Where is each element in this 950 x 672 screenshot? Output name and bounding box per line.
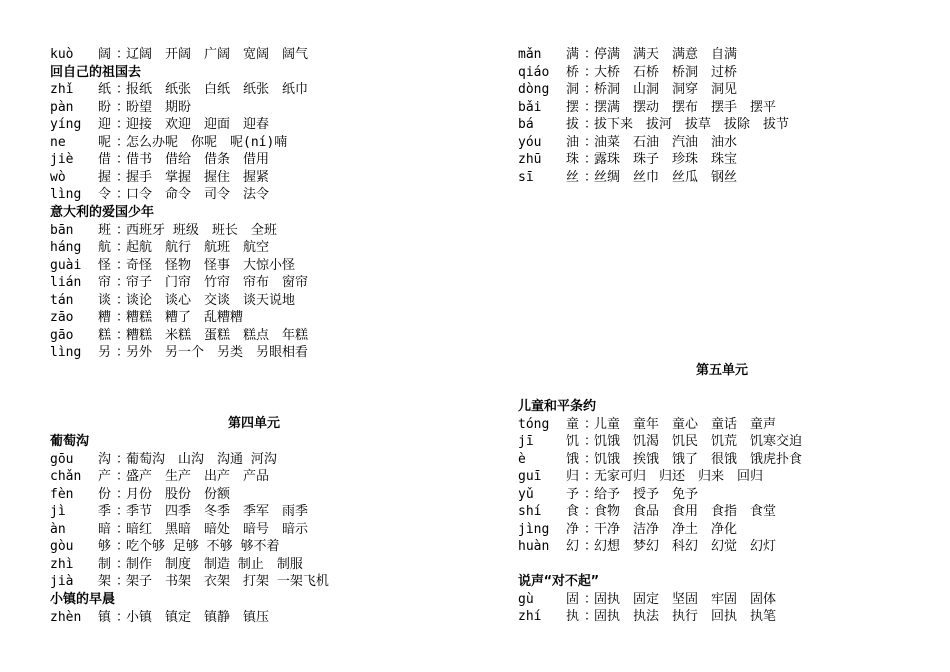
character: 糕 bbox=[98, 327, 112, 343]
vocab-row bbox=[518, 416, 776, 433]
character: 阔 bbox=[98, 47, 112, 62]
character: 归 bbox=[566, 469, 580, 485]
pinyin: guài bbox=[50, 257, 82, 273]
colon-separator: ： bbox=[116, 574, 130, 590]
vocab-row bbox=[518, 169, 737, 186]
word-list: 谈论 谈心 交谈 谈天说地 bbox=[126, 292, 296, 308]
colon-separator: ： bbox=[116, 187, 130, 203]
pinyin: yǔ bbox=[518, 486, 534, 502]
colon-separator: ： bbox=[584, 416, 598, 432]
vocab-row bbox=[50, 169, 269, 186]
character: 饿 bbox=[566, 451, 580, 467]
pinyin: dòng bbox=[518, 82, 550, 98]
vocab-row bbox=[50, 486, 230, 503]
character: 拔 bbox=[566, 117, 580, 133]
pinyin: pàn bbox=[50, 99, 74, 115]
colon-separator: ： bbox=[116, 257, 130, 273]
colon-separator: ： bbox=[116, 134, 130, 150]
pinyin: zhì bbox=[50, 556, 74, 572]
word-list: 盛产 生产 出产 产品 bbox=[126, 469, 270, 485]
vocab-row bbox=[50, 344, 308, 361]
word-list: 起航 航行 航班 航空 bbox=[126, 240, 270, 256]
colon-separator: ： bbox=[584, 64, 598, 80]
word-list: 怎么办呢 你呢 呢(ní)喃 bbox=[126, 134, 288, 150]
pinyin: bá bbox=[518, 117, 534, 133]
word-list: 季节 四季 冬季 季军 雨季 bbox=[126, 504, 309, 520]
vocab-row bbox=[518, 486, 698, 503]
vocab-row bbox=[50, 239, 269, 256]
vocab-row bbox=[50, 538, 279, 555]
pinyin: kuò bbox=[50, 47, 74, 62]
colon-separator: ： bbox=[116, 47, 130, 62]
vocab-row bbox=[518, 451, 802, 468]
colon-separator: ： bbox=[584, 539, 598, 555]
word-list: 油菜 石油 汽油 油水 bbox=[594, 134, 738, 150]
colon-separator: ： bbox=[584, 451, 598, 467]
word-list: 食物 食品 食用 食指 食堂 bbox=[594, 504, 777, 520]
pinyin: yóu bbox=[518, 134, 542, 150]
vocab-row bbox=[518, 591, 776, 608]
character: 握 bbox=[98, 169, 112, 185]
pinyin: è bbox=[518, 451, 526, 467]
vocab-row bbox=[50, 521, 308, 538]
colon-separator: ： bbox=[584, 117, 598, 133]
word-list: 葡萄沟 山沟 沟通 河沟 bbox=[126, 451, 277, 467]
character: 食 bbox=[566, 504, 580, 520]
word-list: 丝绸 丝巾 丝瓜 钢丝 bbox=[594, 169, 738, 185]
pinyin: zāo bbox=[50, 310, 74, 326]
character: 固 bbox=[566, 591, 580, 607]
word-list: 饥饿 饥渴 饥民 饥荒 饥寒交迫 bbox=[594, 434, 803, 450]
word-list: 暗红 黑暗 暗处 暗号 暗示 bbox=[126, 521, 309, 537]
vocab-row bbox=[50, 609, 269, 626]
vocab-row bbox=[50, 134, 287, 151]
character: 幻 bbox=[566, 539, 580, 555]
pinyin: gāo bbox=[50, 327, 74, 343]
vocab-row bbox=[518, 521, 737, 538]
colon-separator: ： bbox=[116, 327, 130, 343]
colon-separator: ： bbox=[584, 82, 598, 98]
pinyin: jì bbox=[50, 504, 66, 520]
colon-separator: ： bbox=[584, 469, 598, 485]
pinyin: jià bbox=[50, 574, 74, 590]
word-list: 制作 制度 制造 制止 制服 bbox=[126, 556, 303, 572]
colon-separator: ： bbox=[116, 451, 130, 467]
vocab-row bbox=[518, 503, 776, 520]
colon-separator: ： bbox=[584, 169, 598, 185]
colon-separator: ： bbox=[116, 504, 130, 520]
unit-title: 第五单元 bbox=[696, 363, 749, 378]
word-list: 迎接 欢迎 迎面 迎春 bbox=[126, 117, 270, 133]
pinyin: tán bbox=[50, 292, 74, 308]
vocab-row bbox=[518, 81, 737, 98]
word-list: 架子 书架 衣架 打架 一架飞机 bbox=[126, 574, 329, 590]
word-list: 借书 借给 借条 借用 bbox=[126, 152, 270, 168]
pinyin: lìng bbox=[50, 187, 82, 203]
vocab-row bbox=[50, 503, 308, 520]
character: 架 bbox=[98, 574, 112, 590]
character: 迎 bbox=[98, 117, 112, 133]
pinyin: zhí bbox=[518, 609, 542, 625]
word-list: 握手 掌握 握住 握紧 bbox=[126, 169, 270, 185]
pinyin: jìng bbox=[518, 521, 550, 537]
word-list: 无家可归 归还 归来 回归 bbox=[594, 469, 764, 485]
pinyin: sī bbox=[518, 169, 534, 185]
colon-separator: ： bbox=[116, 275, 130, 291]
character: 油 bbox=[566, 134, 580, 150]
colon-separator: ： bbox=[116, 486, 130, 502]
character: 产 bbox=[98, 469, 112, 485]
character: 桥 bbox=[566, 64, 580, 80]
character: 够 bbox=[98, 539, 112, 555]
pinyin: qiáo bbox=[518, 64, 550, 80]
pinyin: huàn bbox=[518, 539, 550, 555]
word-list: 大桥 石桥 桥洞 过桥 bbox=[594, 64, 738, 80]
colon-separator: ： bbox=[584, 591, 598, 607]
colon-separator: ： bbox=[584, 486, 598, 502]
vocab-row bbox=[518, 433, 802, 450]
pinyin: zhǐ bbox=[50, 82, 74, 98]
word-list: 辽阔 开阔 广阔 宽阔 阔气 bbox=[126, 47, 309, 62]
pinyin: lián bbox=[50, 275, 82, 291]
character: 制 bbox=[98, 556, 112, 572]
vocab-row bbox=[518, 99, 776, 116]
lesson-title: 意大利的爱国少年 bbox=[50, 204, 155, 220]
colon-separator: ： bbox=[116, 609, 130, 625]
colon-separator: ： bbox=[116, 222, 130, 238]
word-list: 幻想 梦幻 科幻 幻觉 幻灯 bbox=[594, 539, 777, 555]
vocab-row bbox=[518, 151, 737, 168]
character: 予 bbox=[566, 486, 580, 502]
pinyin: àn bbox=[50, 521, 66, 537]
colon-separator: ： bbox=[116, 310, 130, 326]
character: 谈 bbox=[98, 292, 112, 308]
word-list: 西班牙 班级 班长 全班 bbox=[126, 222, 277, 238]
character: 丝 bbox=[566, 169, 580, 185]
vocab-row bbox=[518, 64, 737, 81]
colon-separator: ： bbox=[584, 434, 598, 450]
vocab-row bbox=[50, 81, 308, 98]
lesson-title: 葡萄沟 bbox=[50, 434, 90, 449]
word-list: 固执 执法 执行 回执 执笔 bbox=[594, 609, 777, 625]
vocab-row bbox=[50, 556, 303, 573]
vocab-row bbox=[518, 468, 763, 485]
character: 令 bbox=[98, 187, 112, 203]
word-list: 露珠 珠子 珍珠 珠宝 bbox=[594, 152, 738, 168]
vocab-row bbox=[518, 608, 776, 625]
vocab-row bbox=[518, 46, 737, 63]
pinyin: ne bbox=[50, 134, 66, 150]
vocab-row bbox=[50, 327, 308, 344]
vocab-row bbox=[50, 309, 243, 326]
word-list: 饥饿 挨饿 饿了 很饿 饿虎扑食 bbox=[594, 451, 803, 467]
vocab-row bbox=[50, 274, 308, 291]
word-list: 桥洞 山洞 洞穿 洞见 bbox=[594, 82, 738, 98]
lesson-title: 儿童和平条约 bbox=[518, 399, 597, 414]
character: 份 bbox=[98, 486, 112, 502]
pinyin: zhèn bbox=[50, 609, 82, 625]
word-list: 糟糕 米糕 蛋糕 糕点 年糕 bbox=[126, 327, 309, 343]
vocab-row bbox=[50, 222, 277, 239]
colon-separator: ： bbox=[116, 169, 130, 185]
vocab-row bbox=[50, 257, 295, 274]
word-list: 停满 满天 满意 自满 bbox=[594, 47, 738, 62]
pinyin: lìng bbox=[50, 345, 82, 361]
character: 童 bbox=[566, 416, 580, 432]
pinyin: tóng bbox=[518, 416, 550, 432]
vocab-row bbox=[50, 573, 329, 590]
character: 满 bbox=[566, 47, 580, 62]
character: 季 bbox=[98, 504, 112, 520]
pinyin: guī bbox=[518, 469, 542, 485]
colon-separator: ： bbox=[116, 521, 130, 537]
character: 珠 bbox=[566, 152, 580, 168]
character: 洞 bbox=[566, 82, 580, 98]
word-list: 给予 授予 免予 bbox=[594, 486, 699, 502]
character: 班 bbox=[98, 222, 112, 238]
character: 呢 bbox=[98, 134, 112, 150]
colon-separator: ： bbox=[584, 134, 598, 150]
pinyin: gù bbox=[518, 591, 534, 607]
character: 帘 bbox=[98, 275, 112, 291]
word-list: 报纸 纸张 白纸 纸张 纸巾 bbox=[126, 82, 309, 98]
character: 镇 bbox=[98, 609, 112, 625]
lesson-title: 小镇的早晨 bbox=[50, 591, 116, 607]
character: 盼 bbox=[98, 99, 112, 115]
colon-separator: ： bbox=[116, 539, 130, 555]
vocab-row bbox=[518, 134, 737, 151]
character: 净 bbox=[566, 521, 580, 537]
vocab-row bbox=[518, 538, 776, 555]
word-list: 奇怪 怪物 怪事 大惊小怪 bbox=[126, 257, 296, 273]
pinyin: gōu bbox=[50, 451, 74, 467]
pinyin: jiè bbox=[50, 152, 74, 168]
pinyin: chǎn bbox=[50, 469, 82, 485]
vocab-row bbox=[50, 46, 308, 63]
word-list: 盼望 期盼 bbox=[126, 99, 192, 115]
pinyin: háng bbox=[50, 240, 82, 256]
colon-separator: ： bbox=[584, 609, 598, 625]
colon-separator: ： bbox=[116, 556, 130, 572]
word-list: 月份 股份 份额 bbox=[126, 486, 231, 502]
word-list: 儿童 童年 童心 童话 童声 bbox=[594, 416, 777, 432]
vocab-row bbox=[518, 116, 789, 133]
character: 怪 bbox=[98, 257, 112, 273]
unit-title: 第四单元 bbox=[228, 416, 281, 431]
vocab-row bbox=[50, 116, 269, 133]
word-list: 另外 另一个 另类 另眼相看 bbox=[126, 345, 309, 361]
character: 航 bbox=[98, 240, 112, 256]
character: 糟 bbox=[98, 310, 112, 326]
lesson-title: 回自己的祖国去 bbox=[50, 64, 142, 80]
colon-separator: ： bbox=[116, 82, 130, 98]
lesson-title: 说声“对不起” bbox=[518, 574, 599, 589]
word-list: 糟糕 糟了 乱糟糟 bbox=[126, 310, 244, 326]
pinyin: wò bbox=[50, 169, 66, 185]
pinyin: jī bbox=[518, 434, 534, 450]
pinyin: yíng bbox=[50, 117, 82, 133]
colon-separator: ： bbox=[584, 99, 598, 115]
colon-separator: ： bbox=[584, 504, 598, 520]
colon-separator: ： bbox=[584, 152, 598, 168]
colon-separator: ： bbox=[116, 469, 130, 485]
vocab-row bbox=[50, 151, 269, 168]
word-list: 摆满 摆动 摆布 摆手 摆平 bbox=[594, 99, 777, 115]
word-list: 帘子 门帘 竹帘 帘布 窗帘 bbox=[126, 275, 309, 291]
word-list: 小镇 镇定 镇静 镇压 bbox=[126, 609, 270, 625]
colon-separator: ： bbox=[116, 292, 130, 308]
character: 饥 bbox=[566, 434, 580, 450]
pinyin: mǎn bbox=[518, 47, 542, 62]
colon-separator: ： bbox=[116, 152, 130, 168]
vocab-row bbox=[50, 292, 295, 309]
colon-separator: ： bbox=[584, 521, 598, 537]
colon-separator: ： bbox=[116, 345, 130, 361]
colon-separator: ： bbox=[116, 240, 130, 256]
vocab-row bbox=[50, 468, 269, 485]
vocab-row bbox=[50, 451, 277, 468]
character: 沟 bbox=[98, 451, 112, 467]
character: 借 bbox=[98, 152, 112, 168]
vocab-row bbox=[50, 99, 191, 116]
vocab-row bbox=[50, 186, 269, 203]
colon-separator: ： bbox=[584, 47, 598, 62]
pinyin: bān bbox=[50, 222, 74, 238]
pinyin: shí bbox=[518, 504, 542, 520]
character: 暗 bbox=[98, 521, 112, 537]
word-list: 口令 命令 司令 法令 bbox=[126, 187, 270, 203]
character: 执 bbox=[566, 609, 580, 625]
character: 纸 bbox=[98, 82, 112, 98]
word-list: 吃个够 足够 不够 够不着 bbox=[126, 539, 280, 555]
character: 另 bbox=[98, 345, 112, 361]
pinyin: zhū bbox=[518, 152, 542, 168]
pinyin: bǎi bbox=[518, 99, 542, 115]
word-list: 固执 固定 坚固 牢固 固体 bbox=[594, 591, 777, 607]
pinyin: fèn bbox=[50, 486, 74, 502]
colon-separator: ： bbox=[116, 117, 130, 133]
colon-separator: ： bbox=[116, 99, 130, 115]
character: 摆 bbox=[566, 99, 580, 115]
word-list: 拔下来 拔河 拔草 拔除 拔节 bbox=[594, 117, 790, 133]
word-list: 干净 洁净 净土 净化 bbox=[594, 521, 738, 537]
pinyin: gòu bbox=[50, 539, 74, 555]
